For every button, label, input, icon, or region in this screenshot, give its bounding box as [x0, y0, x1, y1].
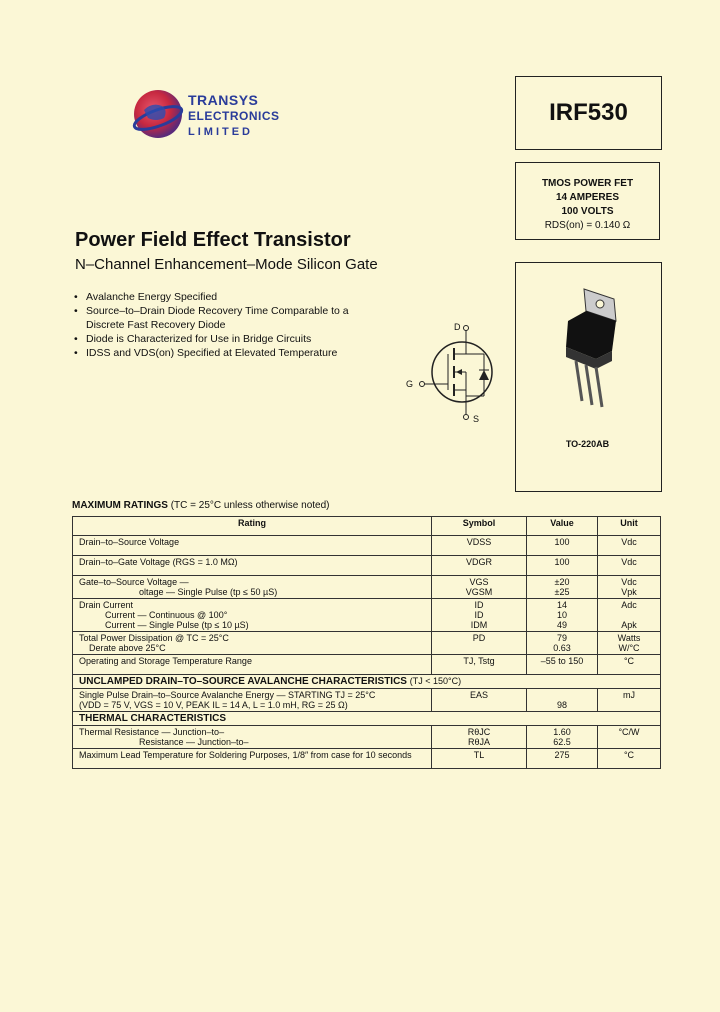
table-row [73, 599, 661, 632]
page-subtitle: N–Channel Enhancement–Mode Silicon Gate [75, 256, 378, 273]
part-number-box [515, 76, 662, 150]
row-value-line: 0.63 [553, 643, 571, 653]
mosfet-symbol-icon [400, 318, 500, 428]
row-rating-line: Current — Continuous @ 100° [105, 610, 228, 620]
row-rating-line: Resistance — Junction–to– [139, 737, 249, 747]
mosfet-schematic [400, 318, 500, 428]
section-heading [73, 675, 661, 689]
row-value [527, 632, 598, 655]
row-value-line: 62.5 [553, 737, 571, 747]
max-ratings-title: MAXIMUM RATINGS [72, 500, 168, 511]
row-unit [598, 576, 661, 599]
row-rating-line: (VDD = 75 V, VGS = 10 V, PEAK IL = 14 A, L = 1.0 mH, RG = 25 Ω) [79, 700, 348, 710]
package-box [515, 262, 662, 492]
section-title: UNCLAMPED DRAIN–TO–SOURCE AVALANCHE CHARACTERISTICS [79, 676, 407, 687]
table-row [73, 749, 661, 769]
table-row [73, 632, 661, 655]
row-rating: Operating and Storage Temperature Range [73, 655, 432, 675]
feature-item: • IDSS and VDS(on) Specified at Elevated Temperature [72, 346, 372, 360]
ratings-table [72, 516, 661, 769]
spec-line1: TMOS POWER FET [541, 178, 634, 189]
row-symbol-line: VGS [469, 577, 489, 587]
logo-line3: LIMITED [188, 126, 253, 138]
row-unit-line: Vdc [621, 577, 637, 587]
feature-list [72, 290, 372, 360]
feature-item: • Avalanche Energy Specified [72, 290, 372, 304]
row-symbol-line: RθJC [467, 727, 491, 737]
logo-line1: TRANSYS [188, 92, 259, 108]
row-unit: °C [598, 749, 661, 769]
row-unit: Vdc [598, 556, 661, 576]
table-row [73, 576, 661, 599]
feature-item: • Source–to–Drain Diode Recovery Time Comparable to a [72, 304, 372, 318]
logo-line2: ELECTRONICS [188, 109, 280, 123]
section-note: (TJ < 150°C) [409, 676, 462, 686]
max-ratings-note: (TC = 25°C unless otherwise noted) [170, 500, 330, 511]
row-symbol: PD [432, 632, 527, 655]
row-unit: Vdc [598, 536, 661, 556]
feature-item-continued: Discrete Fast Recovery Diode [86, 319, 226, 331]
row-rating: Drain–to–Gate Voltage (RGS = 1.0 MΩ) [73, 556, 432, 576]
row-unit [598, 632, 661, 655]
row-rating-line: Drain Current [79, 600, 134, 610]
col-symbol: Symbol [432, 517, 527, 536]
table-row [73, 726, 661, 749]
row-value: 100 [527, 556, 598, 576]
row-value: 98 [527, 689, 598, 712]
table-row [73, 536, 661, 556]
company-logo [132, 86, 280, 146]
part-number: IRF530 [549, 99, 628, 126]
table-row [73, 689, 661, 712]
feature-item: • Diode is Characterized for Use in Bridge Circuits [72, 332, 372, 346]
spec-line2: 14 AMPERES [556, 192, 619, 203]
row-rating-line: Derate above 25°C [89, 643, 166, 653]
spec-line3: 100 VOLTS [561, 206, 614, 217]
row-symbol: VDSS [432, 536, 527, 556]
row-symbol-line: IDM [470, 620, 488, 630]
row-value-line: 10 [556, 610, 567, 620]
row-symbol-line: VGSM [465, 587, 493, 597]
row-unit-line: Vpk [621, 587, 637, 597]
row-unit [598, 599, 661, 632]
row-rating-line: Single Pulse Drain–to–Source Avalanche Energy — STARTING TJ = 25°C [79, 690, 376, 700]
row-value-line: 49 [556, 620, 567, 630]
col-value: Value [527, 517, 598, 536]
row-rating-line: oltage — Single Pulse (tp ≤ 50 µS) [139, 587, 278, 597]
section-heading: THERMAL CHARACTERISTICS [73, 712, 661, 726]
row-symbol: EAS [432, 689, 527, 712]
row-symbol: TL [432, 749, 527, 769]
row-rating-line: Gate–to–Source Voltage — [79, 577, 189, 587]
row-unit-line: Apk [621, 620, 637, 630]
gate-label: G [406, 379, 414, 389]
row-value-line: 79 [556, 633, 567, 643]
row-value [527, 726, 598, 749]
row-rating [73, 632, 432, 655]
table-row [73, 556, 661, 576]
section-row-thermal [73, 712, 661, 726]
row-symbol-line: ID [474, 610, 484, 620]
page-title: Power Field Effect Transistor [75, 229, 351, 251]
source-label: S [473, 414, 480, 424]
row-unit-line: Adc [621, 600, 637, 610]
row-value-line: ±20 [554, 577, 570, 587]
row-rating-line: Thermal Resistance — Junction–to– [79, 727, 225, 737]
row-unit-line: W/°C [618, 643, 640, 653]
row-symbol: VDGR [432, 556, 527, 576]
row-value [527, 576, 598, 599]
row-rating: Drain–to–Source Voltage [73, 536, 432, 556]
col-rating: Rating [73, 517, 432, 536]
row-symbol [432, 599, 527, 632]
row-value: –55 to 150 [527, 655, 598, 675]
row-unit: mJ [598, 689, 661, 712]
row-unit: °C [598, 655, 661, 675]
row-unit: °C/W [598, 726, 661, 749]
spec-box [515, 162, 660, 240]
drain-label: D [454, 322, 461, 332]
row-symbol [432, 726, 527, 749]
row-value-line: 14 [556, 600, 567, 610]
row-rating [73, 599, 432, 632]
section-row-avalanche [73, 675, 661, 689]
package-label: TO-220AB [565, 439, 610, 449]
row-symbol-line: ID [474, 600, 484, 610]
row-unit-line: Watts [617, 633, 641, 643]
spec-rds: RDS(on) = 0.140 Ω [544, 220, 631, 231]
to220-package-icon [556, 281, 626, 421]
globe-logo-icon [132, 88, 184, 140]
row-rating [73, 576, 432, 599]
row-rating [73, 689, 432, 712]
table-row [73, 655, 661, 675]
row-symbol [432, 576, 527, 599]
row-value [527, 599, 598, 632]
row-value: 100 [527, 536, 598, 556]
max-ratings-heading [72, 500, 330, 511]
row-symbol: TJ, Tstg [432, 655, 527, 675]
row-symbol-line: RθJA [467, 737, 490, 747]
col-unit: Unit [598, 517, 661, 536]
table-header-row [73, 517, 661, 536]
row-rating [73, 726, 432, 749]
row-rating: Maximum Lead Temperature for Soldering Purposes, 1/8″ from case for 10 seconds [73, 749, 432, 769]
row-rating-line: Current — Single Pulse (tp ≤ 10 µS) [105, 620, 249, 630]
row-value: 275 [527, 749, 598, 769]
row-value-line: 1.60 [553, 727, 571, 737]
row-rating-line: Total Power Dissipation @ TC = 25°C [79, 633, 229, 643]
row-value-line: ±25 [554, 587, 570, 597]
